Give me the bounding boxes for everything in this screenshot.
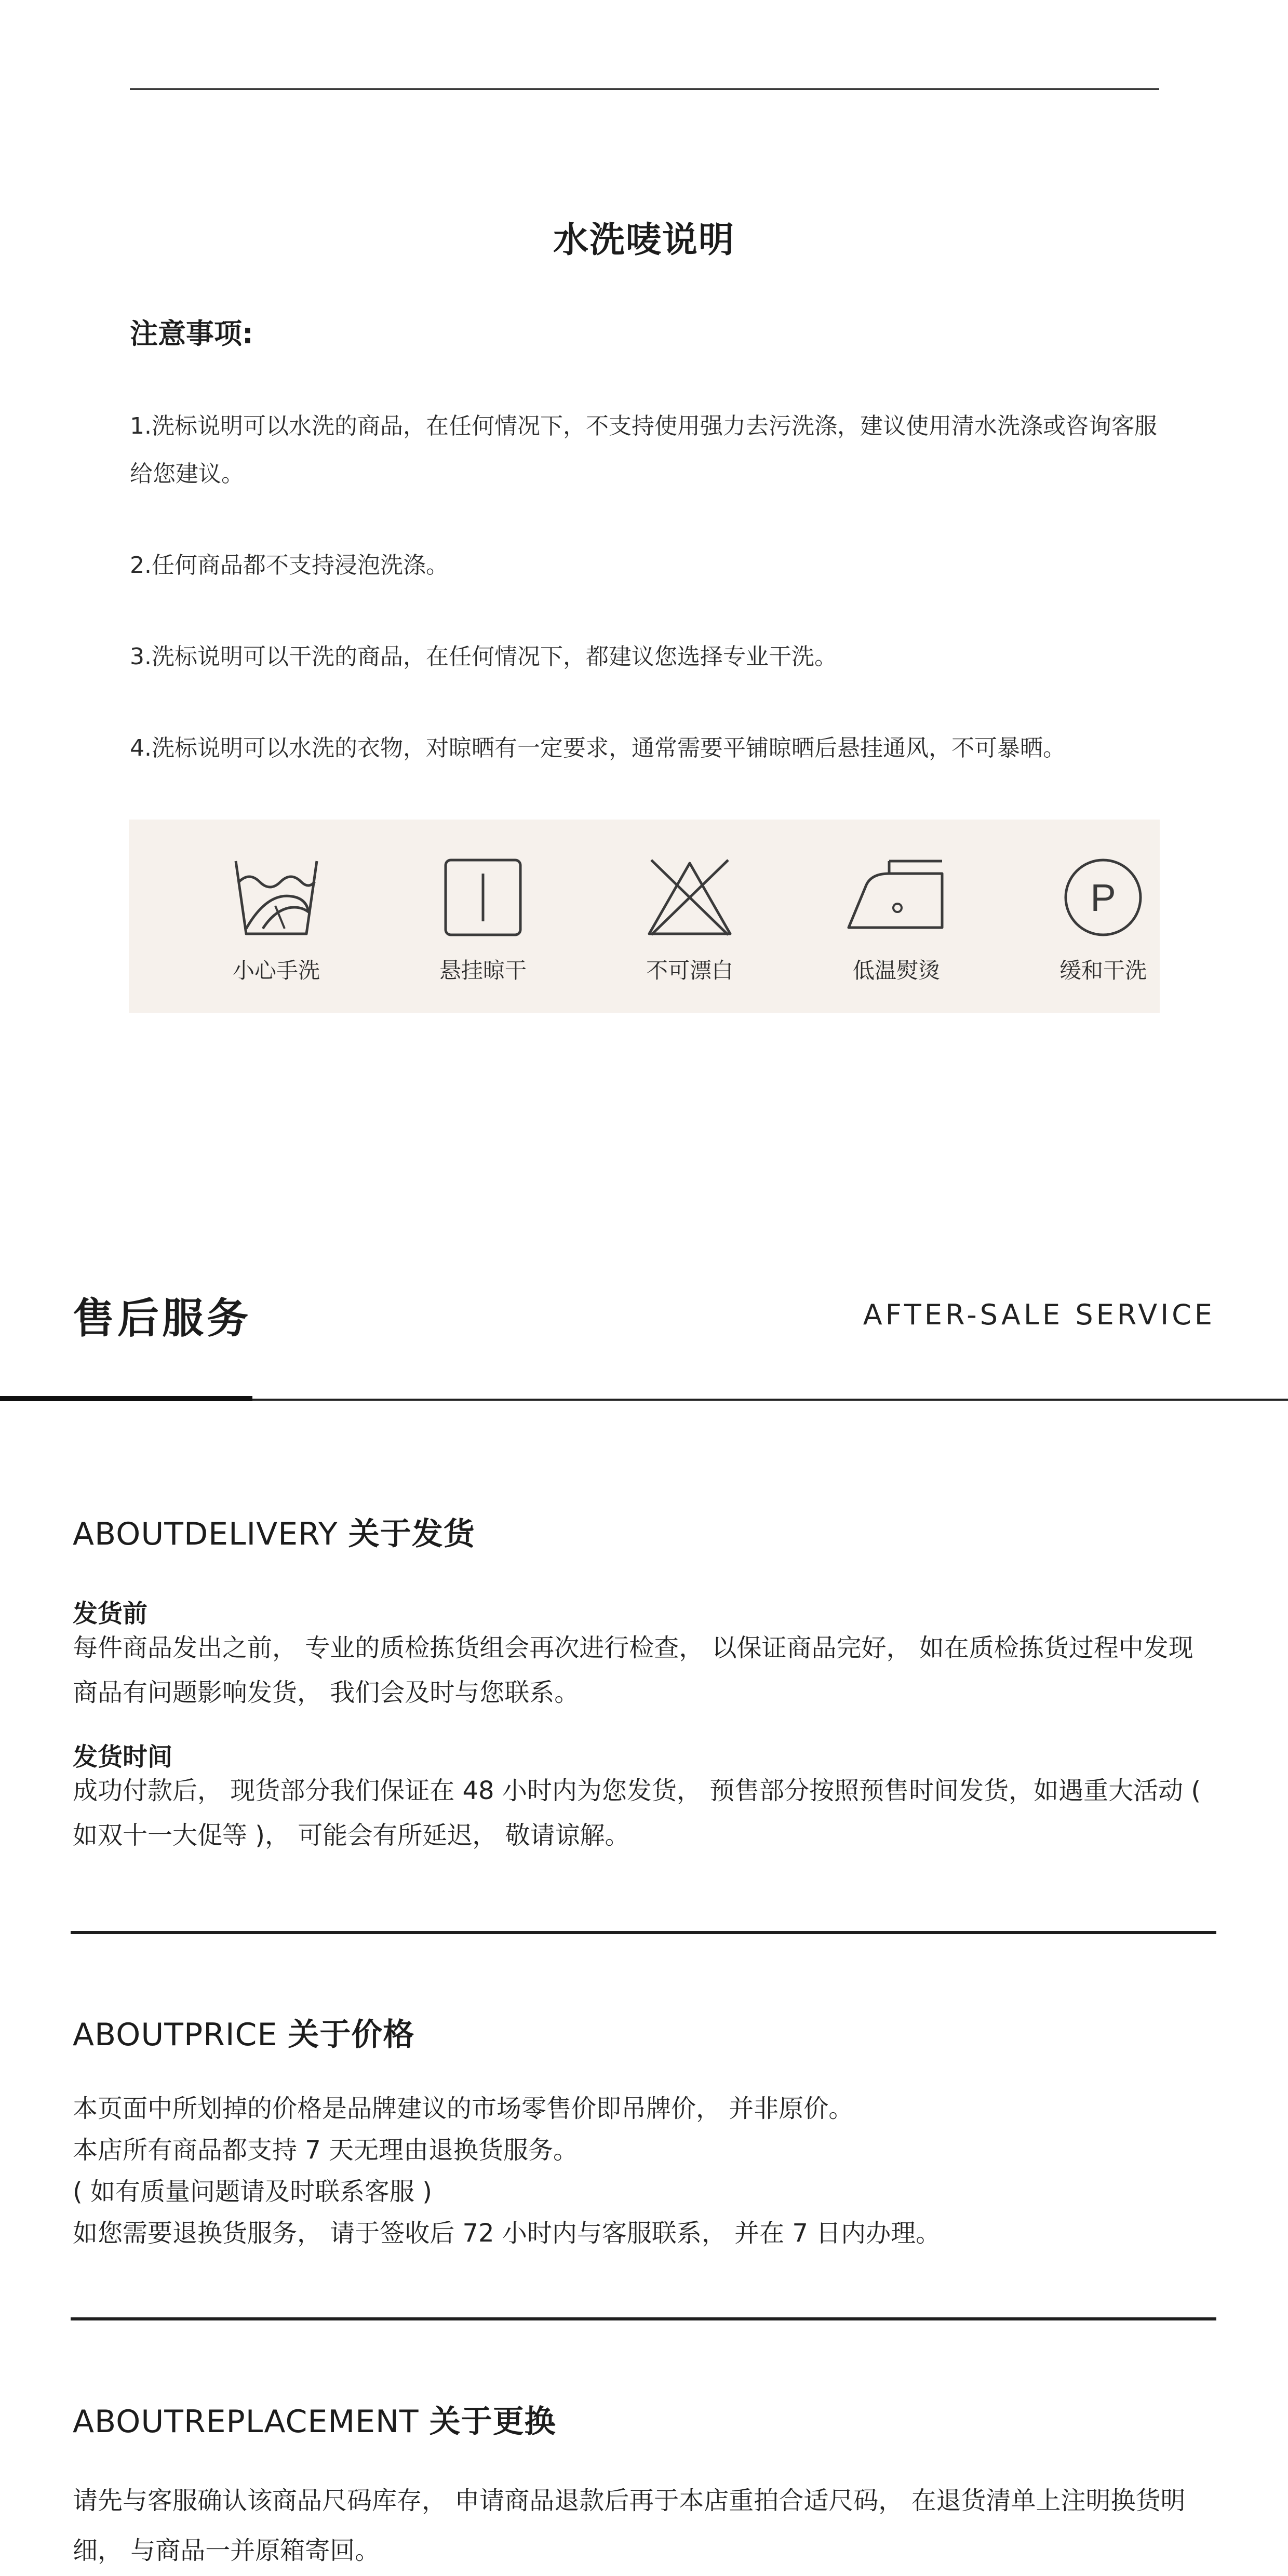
hang-dry-icon (437, 856, 529, 939)
care-item-hand-wash (193, 856, 359, 985)
price-heading-en: ABOUTPRICE (73, 2017, 278, 2053)
care-item-low-iron (813, 856, 980, 985)
care-label: 悬挂晾干 (439, 958, 527, 983)
note-item: 1.洗标说明可以水洗的商品，在任何情况下，不支持使用强力去污洗涤，建议使用清水洗涤或咨询客服给您建议。 (130, 413, 1157, 487)
svg-text:P: P (1090, 876, 1116, 919)
replacement-text: 请先与客服确认该商品尺码库存， 申请商品退款后再于本店重拍合适尺码， 在退货清单上注明换货明细， 与商品一并原箱寄回。 (73, 2486, 1186, 2565)
price-line: 本页面中所划掉的价格是品牌建议的市场零售价即吊牌价， 并非原价。 (73, 2094, 854, 2123)
price-line: 本店所有商品都支持 7 天无理由退换货服务。 (73, 2136, 579, 2165)
price-line: 如您需要退换货服务， 请于签收后 72 小时内与客服联系， 并在 7 日内办理。 (73, 2219, 941, 2248)
after-sale-title: 售后服务 (73, 1294, 251, 1343)
care-item-no-bleach (607, 856, 773, 985)
hand-wash-icon (231, 856, 322, 939)
care-symbols-panel (129, 820, 1160, 1013)
replacement-heading-cn: 关于更换 (429, 2404, 556, 2440)
note-item: 3.洗标说明可以干洗的商品，在任何情况下，都建议您选择专业干洗。 (130, 643, 837, 670)
note-item: 2.任何商品都不支持浸泡洗涤。 (130, 552, 449, 579)
section-divider (71, 2317, 1216, 2320)
low-iron-icon (844, 856, 948, 939)
care-item-hang-dry (400, 856, 566, 985)
care-label: 缓和干洗 (1059, 958, 1147, 983)
wash-label-title: 水洗唛说明 (553, 220, 735, 261)
price-heading-cn: 关于价格 (288, 2017, 415, 2053)
care-label: 低温熨烫 (852, 958, 940, 983)
notes-list (130, 403, 1163, 816)
dry-clean-p-icon (1057, 856, 1149, 939)
price-line: ( 如有质量问题请及时联系客服 ) (73, 2177, 432, 2206)
care-item-dry-clean (1020, 856, 1186, 985)
notes-title: 注意事项: (130, 317, 253, 350)
delivery-heading-en: ABOUTDELIVERY (73, 1516, 338, 1552)
replacement-heading-en: ABOUTREPLACEMENT (73, 2404, 419, 2440)
section-divider (71, 1931, 1216, 1934)
delivery-time-title: 发货时间 (73, 1742, 173, 1772)
care-label: 不可漂白 (646, 958, 733, 983)
care-label: 小心手洗 (232, 958, 320, 983)
before-delivery-text: 每件商品发出之前， 专业的质检拣货组会再次进行检查， 以保证商品完好， 如在质检拣货过程中发现商品有问题影响发货， 我们会及时与您联系。 (73, 1633, 1193, 1707)
after-sale-title-en: AFTER-SALE SERVICE (863, 1298, 1215, 1331)
delivery-heading (73, 1509, 475, 1554)
header-divider-accent (0, 1396, 252, 1401)
no-bleach-icon (644, 856, 735, 939)
price-text (73, 2088, 1215, 2254)
delivery-time-text: 成功付款后， 现货部分我们保证在 48 小时内为您发货， 预售部分按照预售时间发货，如遇重大活动 ( 如双十一大促等 )， 可能会有所延迟， 敬请谅解。 (73, 1776, 1201, 1850)
delivery-heading-cn: 关于发货 (348, 1516, 475, 1552)
price-heading (73, 2010, 414, 2055)
replacement-heading (73, 2397, 556, 2441)
top-divider (130, 88, 1159, 90)
note-item: 4.洗标说明可以水洗的衣物，对晾晒有一定要求，通常需要平铺晾晒后悬挂通风，不可暴晒。 (130, 735, 1066, 761)
before-delivery-title: 发货前 (73, 1599, 148, 1628)
